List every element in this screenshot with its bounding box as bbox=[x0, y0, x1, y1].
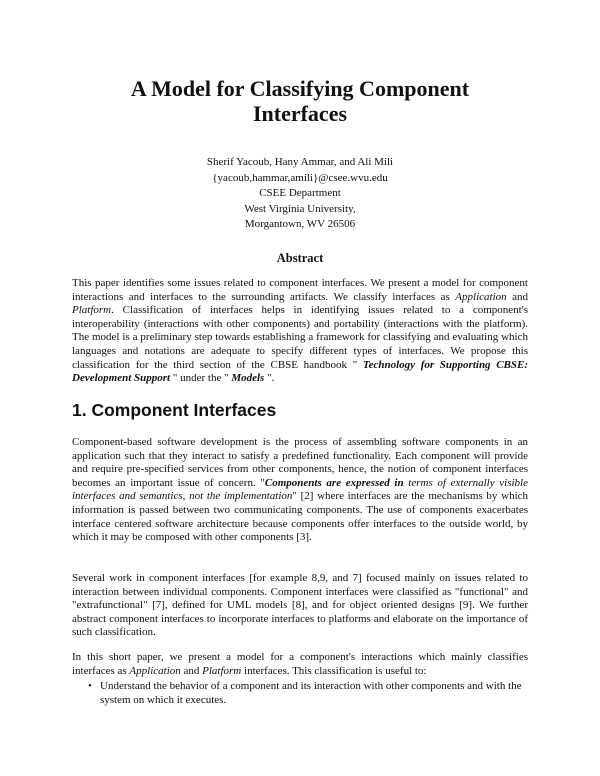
abstract-application-term: Application bbox=[455, 290, 507, 303]
abstract-quote-4: ". bbox=[267, 372, 275, 385]
bullet-text: Understand the behavior of a component and its interaction with other components and with the system on which it executes. bbox=[100, 680, 522, 706]
author-department: CSEE Department bbox=[259, 187, 341, 199]
p1-text-2: " [2] where interfaces are the mechanisms by which information is passed between two communicating components. The use of components exacerbates interface centered software architecture because components offer interfaces to the outside world, by which it may be composed with other components [3]. bbox=[72, 490, 529, 544]
abstract-text-2: . Classification of interfaces helps in identifying issues related to a component's interoperability (interactions with other components) and portability (interactions with the platform). The model is a preliminary step towards establishing a framework for classifying and evaluating which languages and notations are adequate to specify different types of interfaces. We propose this classification for the third section of the CBSE handbook bbox=[72, 304, 528, 371]
abstract-quote-3: " bbox=[224, 372, 229, 385]
author-block bbox=[100, 155, 500, 233]
author-emails: {yacoub,hammar,amili}@csee.wvu.edu bbox=[212, 171, 388, 184]
p3-text-2: interfaces. This classification is useful to: bbox=[244, 664, 427, 677]
abstract-paragraph bbox=[72, 277, 528, 386]
abstract-quote-1: " bbox=[352, 358, 358, 371]
section-1-heading: 1. Component Interfaces bbox=[72, 400, 277, 420]
title-line-2: Interfaces bbox=[252, 101, 348, 126]
abstract-under-the: under the bbox=[180, 372, 222, 385]
section-1-paragraph-1 bbox=[72, 436, 528, 545]
abstract-and: and bbox=[512, 290, 528, 303]
abstract-models-term: Models bbox=[231, 372, 265, 385]
section-1-paragraph-2: Several work in component interfaces [for example 8,9, and 7] focused mainly on issues related to interaction between individual components. Component interfaces were classified as "functional" and "extrafunctional" [7], defined for UML models [8], and for object oriented designs [9]. We further abstract component interfaces to incorporate interfaces to platforms and elaborate on the importance of such classification. bbox=[72, 572, 528, 639]
list-item bbox=[88, 680, 528, 707]
title-line-1: A Model for Classifying Component bbox=[130, 76, 470, 101]
bullet-list bbox=[88, 680, 528, 707]
abstract-quote-2: " bbox=[172, 372, 178, 385]
p1-italic-quote: terms of externally visible interfaces and semantics, not the implementation bbox=[72, 476, 528, 503]
p1-text-1: Component-based software development is the process of assembling software components in an application such that they interact to satisfy a predefined functionality. Each component will provide and require pre-specified services from other components, hence, the notion of component interfaces becomes an important issue of concern. " bbox=[72, 436, 528, 489]
abstract-heading: Abstract bbox=[276, 251, 324, 265]
p1-bold-italic-quote: Components are expressed in bbox=[264, 476, 404, 489]
bullet-icon: • bbox=[88, 680, 92, 692]
p3-text-1: In this short paper, we present a model for a component's interactions which mainly classifies interfaces as bbox=[72, 651, 528, 677]
abstract-text-1: This paper identifies some issues related to component interfaces. We present a model for component interactions and interfaces to the surrounding artifacts. We classify interfaces as bbox=[72, 277, 528, 303]
author-university: West Virginia University, bbox=[244, 202, 356, 215]
p3-application-term: Application bbox=[129, 664, 181, 677]
p3-platform-term: Platform bbox=[202, 664, 242, 677]
abstract-platform-term: Platform bbox=[72, 304, 112, 317]
abstract-handbook-title: Technology for Supporting CBSE: Development Support bbox=[72, 358, 529, 385]
section-1-paragraph-3 bbox=[72, 651, 528, 678]
author-city: Morgantown, WV 26506 bbox=[244, 218, 356, 230]
p3-and: and bbox=[183, 664, 200, 677]
paper-title bbox=[60, 76, 540, 126]
author-names: Sherif Yacoub, Hany Ammar, and Ali Mili bbox=[206, 156, 394, 168]
